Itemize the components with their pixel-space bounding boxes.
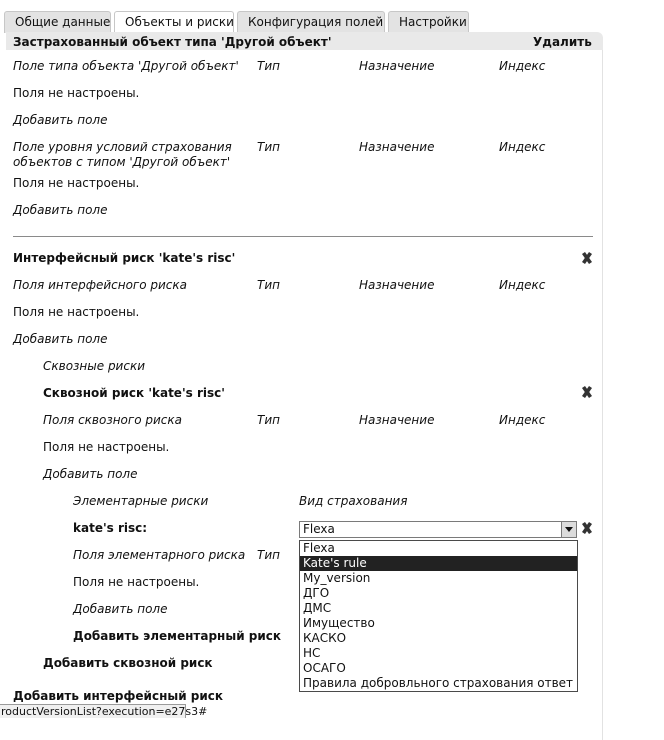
dropdown-arrow-icon[interactable] bbox=[561, 522, 576, 537]
interface-fields-header-name: Поля интерфейсного риска bbox=[13, 278, 188, 292]
condition-fields-header-type: Тип bbox=[257, 140, 280, 154]
object-fields-header-purpose: Назначение bbox=[359, 59, 435, 73]
through-fields-header-type: Тип bbox=[257, 413, 280, 427]
condition-fields-header-name-1: Поле уровня условий страхования bbox=[13, 140, 232, 154]
condition-fields-header-index: Индекс bbox=[499, 140, 546, 154]
elementary-fields-header-type: Тип bbox=[257, 548, 280, 562]
dropdown-option[interactable]: My_version bbox=[303, 571, 371, 585]
through-fields-header-purpose: Назначение bbox=[359, 413, 435, 427]
through-fields-header-index: Индекс bbox=[499, 413, 546, 427]
status-url: roductVersionList?execution=e27s3# bbox=[1, 705, 208, 718]
browser-status-bar bbox=[0, 704, 208, 718]
through-no-fields: Поля не настроены. bbox=[43, 440, 170, 454]
elementary-add-field-link[interactable]: Добавить поле bbox=[73, 602, 168, 616]
elementary-risks-label: Элементарные риски bbox=[73, 494, 209, 508]
elementary-risk-name: kate's risc: bbox=[73, 521, 148, 535]
through-add-field-link[interactable]: Добавить поле bbox=[43, 467, 138, 481]
section-divider bbox=[13, 236, 593, 237]
dropdown-option[interactable]: ДГО bbox=[303, 586, 330, 600]
interface-fields-header-purpose: Назначение bbox=[359, 278, 435, 292]
insurance-type-select-value: Flexa bbox=[303, 522, 335, 536]
elementary-no-fields: Поля не настроены. bbox=[73, 575, 200, 589]
remove-elementary-risk-icon[interactable] bbox=[580, 521, 594, 535]
insurance-type-label: Вид страхования bbox=[299, 494, 408, 508]
dropdown-option[interactable]: ОСАГО bbox=[303, 661, 346, 675]
dropdown-option[interactable]: Правила добровльного страхования ответ bbox=[303, 676, 574, 690]
elementary-fields-header-name: Поля элементарного риска bbox=[73, 548, 246, 562]
interface-fields-header-index: Индекс bbox=[499, 278, 546, 292]
condition-fields-header-name-2: объектов с типом 'Другой объект' bbox=[13, 155, 231, 169]
dropdown-option[interactable]: КАСКО bbox=[303, 631, 347, 645]
tab-field-config[interactable]: Конфигурация полей bbox=[237, 11, 385, 33]
object-fields-header-type: Тип bbox=[257, 59, 280, 73]
interface-add-field-link[interactable]: Добавить поле bbox=[13, 332, 108, 346]
add-through-risk-link[interactable]: Добавить сквозной риск bbox=[43, 656, 213, 670]
condition-add-field-link[interactable]: Добавить поле bbox=[13, 203, 108, 217]
object-no-fields: Поля не настроены. bbox=[13, 86, 140, 100]
dropdown-option-highlighted[interactable]: Kate's rule bbox=[300, 556, 577, 571]
delete-object-link[interactable]: Удалить bbox=[533, 35, 592, 49]
object-fields-header-index: Индекс bbox=[499, 59, 546, 73]
object-section-title: Застрахованный объект типа 'Другой объект' bbox=[13, 35, 332, 49]
condition-no-fields: Поля не настроены. bbox=[13, 176, 140, 190]
dropdown-option[interactable]: ДМС bbox=[303, 601, 332, 615]
through-fields-header-name: Поля сквозного риска bbox=[43, 413, 182, 427]
interface-risk-title: Интерфейсный риск 'kate's risc' bbox=[13, 251, 236, 265]
remove-interface-risk-icon[interactable] bbox=[580, 251, 594, 265]
through-risk-title: Сквозной риск 'kate's risc' bbox=[43, 386, 225, 400]
object-add-field-link[interactable]: Добавить поле bbox=[13, 113, 108, 127]
add-elementary-risk-link[interactable]: Добавить элементарный риск bbox=[73, 629, 282, 643]
dropdown-option[interactable]: НС bbox=[303, 646, 321, 660]
remove-through-risk-icon[interactable] bbox=[580, 385, 594, 399]
object-fields-header-name: Поле типа объекта 'Другой объект' bbox=[13, 59, 239, 73]
insurance-type-select[interactable] bbox=[299, 521, 577, 538]
dropdown-option[interactable]: Flexa bbox=[303, 541, 335, 555]
dropdown-option[interactable]: Имущество bbox=[303, 616, 375, 630]
interface-fields-header-type: Тип bbox=[257, 278, 280, 292]
add-interface-risk-link[interactable]: Добавить интерфейсный риск bbox=[13, 689, 224, 703]
tab-general[interactable]: Общие данные bbox=[4, 11, 111, 33]
condition-fields-header-purpose: Назначение bbox=[359, 140, 435, 154]
tab-bar bbox=[4, 11, 474, 33]
tab-settings[interactable]: Настройки bbox=[388, 11, 469, 33]
insurance-type-dropdown-list bbox=[299, 540, 578, 692]
interface-no-fields: Поля не настроены. bbox=[13, 305, 140, 319]
through-risks-label: Сквозные риски bbox=[43, 359, 145, 373]
panel-border bbox=[602, 50, 603, 740]
tab-objects-risks[interactable]: Объекты и риски bbox=[114, 11, 234, 34]
